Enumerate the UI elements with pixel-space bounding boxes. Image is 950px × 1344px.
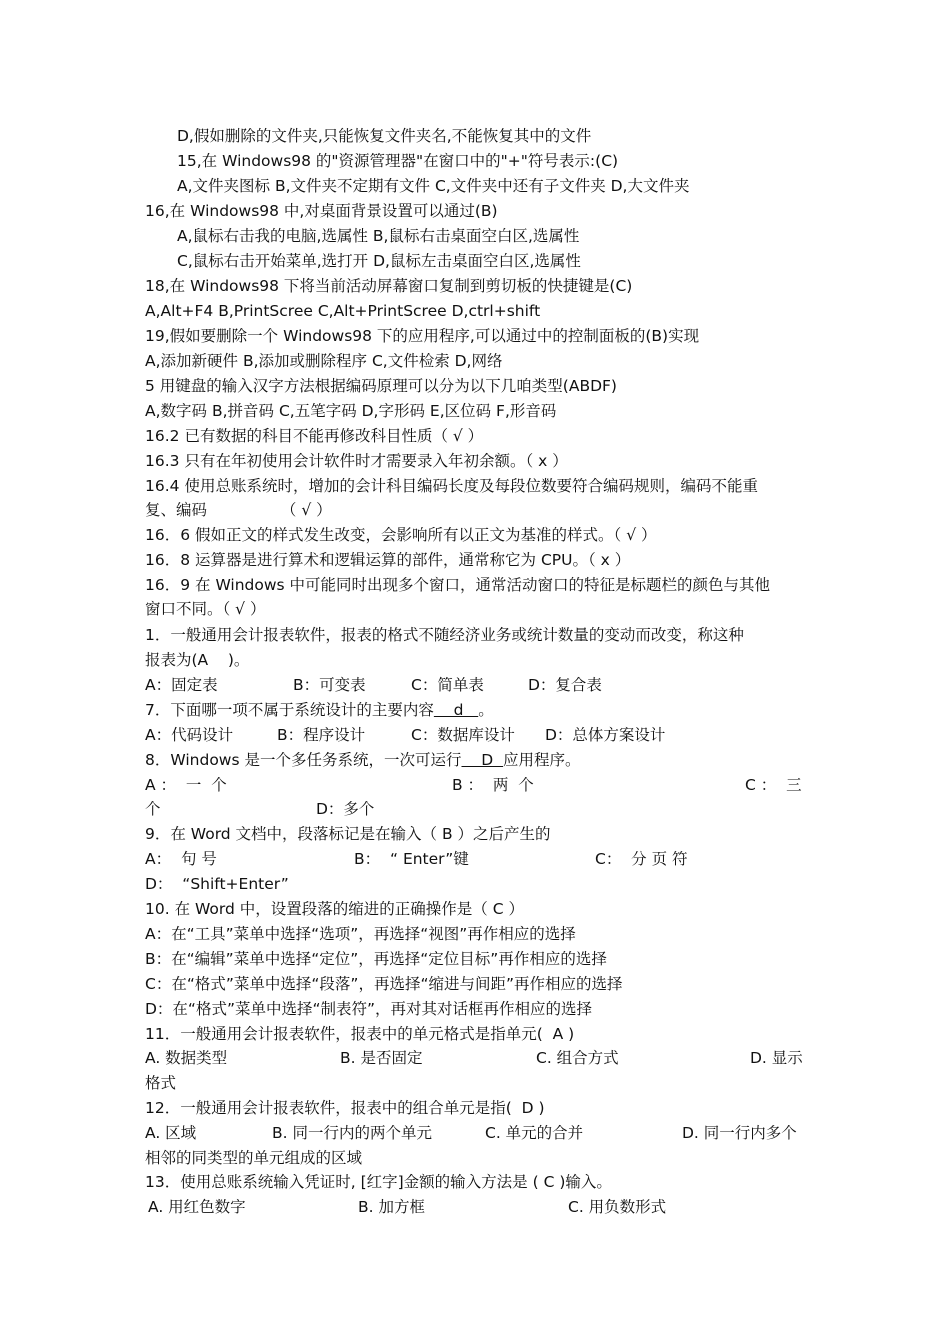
text-line: 10. 在 Word 中，设置段落的缩进的正确操作是（ C ） — [145, 900, 524, 918]
text-line: 窗口不同。（ √ ） — [145, 600, 266, 618]
question-text: 7．下面哪一项不属于系统设计的主要内容 — [145, 701, 434, 719]
text-line: 16.2 已有数据的科目不能再修改科目性质（ √ ） — [145, 427, 484, 445]
text-line: A,数字码 B,拼音码 C,五笔字码 D,字形码 E,区位码 F,形音码 — [145, 402, 557, 420]
option-b: B ： 两 个 — [452, 776, 534, 794]
text-line: A,添加新硬件 B,添加或删除程序 C,文件检索 D,网络 — [145, 352, 503, 370]
text-line: 报表为(A )。 — [145, 651, 250, 669]
option-d: D：多个 — [316, 800, 375, 818]
text-line: 复、编码 （ √ ） — [145, 501, 332, 519]
answer-blank: D — [461, 751, 503, 769]
option-c: C ： 三 — [745, 776, 802, 794]
text-line: C,鼠标右击开始菜单,选打开 D,鼠标左击桌面空白区,选属性 — [177, 252, 581, 270]
text-line: A,鼠标右击我的电脑,选属性 B,鼠标右击桌面空白区,选属性 — [177, 227, 580, 245]
text-line: 16．6 假如正文的样式发生改变，会影响所有以正文为基准的样式。（ √ ） — [145, 526, 657, 544]
option-a: A： 句 号 — [145, 850, 217, 868]
text-line: 11．一般通用会计报表软件，报表中的单元格式是指单元( A ) — [145, 1025, 575, 1043]
text-line: 12．一般通用会计报表软件，报表中的组合单元是指( D ) — [145, 1099, 545, 1117]
option-c: C：数据库设计 — [411, 726, 515, 744]
text-line: 格式 — [145, 1074, 177, 1092]
text-line: D：在“格式”菜单中选择“制表符”，再对其对话框再作相应的选择 — [145, 1000, 593, 1018]
option-a: A：代码设计 — [145, 726, 234, 744]
option-c: C. 单元的合并 — [485, 1124, 584, 1142]
question-line — [145, 700, 494, 720]
text-line: 16.3 只有在年初使用会计软件时才需要录入年初余额。（ x ） — [145, 452, 568, 470]
text-line: 18,在 Windows98 下将当前活动屏幕窗口复制到剪切板的快捷键是(C) — [145, 277, 633, 295]
text-line: C：在“格式”菜单中选择“段落”，再选择“缩进与间距”再作相应的选择 — [145, 975, 623, 993]
option-b: B. 是否固定 — [340, 1049, 423, 1067]
text-line: 13．使用总账系统输入凭证时, [红字]金额的输入方法是 ( C )输入。 — [145, 1173, 612, 1191]
option-b: B： “ Enter”键 — [354, 850, 469, 868]
option-c: C. 组合方式 — [536, 1049, 619, 1067]
text-line: 16．8 运算器是进行算术和逻辑运算的部件，通常称它为 CPU。（ x ） — [145, 551, 631, 569]
text-line: B：在“编辑”菜单中选择“定位”，再选择“定位目标”再作相应的选择 — [145, 950, 607, 968]
text-line: 16.4 使用总账系统时，增加的会计科目编码长度及每段位数要符合编码规则，编码不能重 — [145, 477, 758, 495]
text-line: D,假如删除的文件夹,只能恢复文件夹名,不能恢复其中的文件 — [177, 127, 592, 145]
option-b: B. 加方框 — [358, 1198, 425, 1216]
option-d: D. 显示 — [750, 1049, 803, 1067]
option-d: D. 同一行内多个 — [682, 1124, 797, 1142]
option-c: C：简单表 — [411, 676, 484, 694]
text-line: 19,假如要删除一个 Windows98 下的应用程序,可以通过中的控制面板的(B)实现 — [145, 327, 700, 345]
question-text-end: 。 — [478, 701, 494, 719]
option-c-cont: 个 — [145, 800, 161, 818]
option-a: A. 数据类型 — [145, 1049, 228, 1067]
option-d: D：总体方案设计 — [545, 726, 666, 744]
option-a: A：固定表 — [145, 676, 218, 694]
text-line: 15,在 Windows98 的"资源管理器"在窗口中的"+"符号表示:(C) — [177, 152, 619, 170]
text-line: 9．在 Word 文档中，段落标记是在输入（ B ）之后产生的 — [145, 825, 551, 843]
option-b: B. 同一行内的两个单元 — [272, 1124, 432, 1142]
option-a: A ： 一 个 — [145, 776, 227, 794]
option-a: A. 区域 — [145, 1124, 197, 1142]
option-d: D：复合表 — [528, 676, 602, 694]
text-line: 1．一般通用会计报表软件，报表的格式不随经济业务或统计数量的变动而改变，称这种 — [145, 626, 744, 644]
option-a: A. 用红色数字 — [148, 1198, 246, 1216]
option-c: C： 分 页 符 — [595, 850, 688, 868]
text-line: 16,在 Windows98 中,对桌面背景设置可以通过(B) — [145, 202, 498, 220]
text-line: A,文件夹图标 B,文件夹不定期有文件 C,文件夹中还有子文件夹 D,大文件夹 — [177, 177, 690, 195]
question-line — [145, 750, 581, 770]
text-line: 相邻的同类型的单元组成的区域 — [145, 1149, 363, 1167]
text-line: 5 用键盘的输入汉字方法根据编码原理可以分为以下几咱类型(ABDF) — [145, 377, 617, 395]
text-line: A,Alt+F4 B,PrintScree C,Alt+PrintScree D,ctrl+shift — [145, 302, 541, 320]
option-b: B：程序设计 — [277, 726, 366, 744]
answer-blank: d — [433, 701, 479, 719]
question-text: 8．Windows 是一个多任务系统，一次可运行 — [145, 751, 462, 769]
question-text-end: 应用程序。 — [502, 751, 581, 769]
text-line: A：在“工具”菜单中选择“选项”，再选择“视图”再作相应的选择 — [145, 925, 576, 943]
text-line: 16．9 在 Windows 中可能同时出现多个窗口，通常活动窗口的特征是标题栏的颜色与其他 — [145, 576, 771, 594]
option-b: B：可变表 — [293, 676, 366, 694]
option-c: C. 用负数形式 — [568, 1198, 667, 1216]
option-d: D： “Shift+Enter” — [145, 875, 289, 893]
